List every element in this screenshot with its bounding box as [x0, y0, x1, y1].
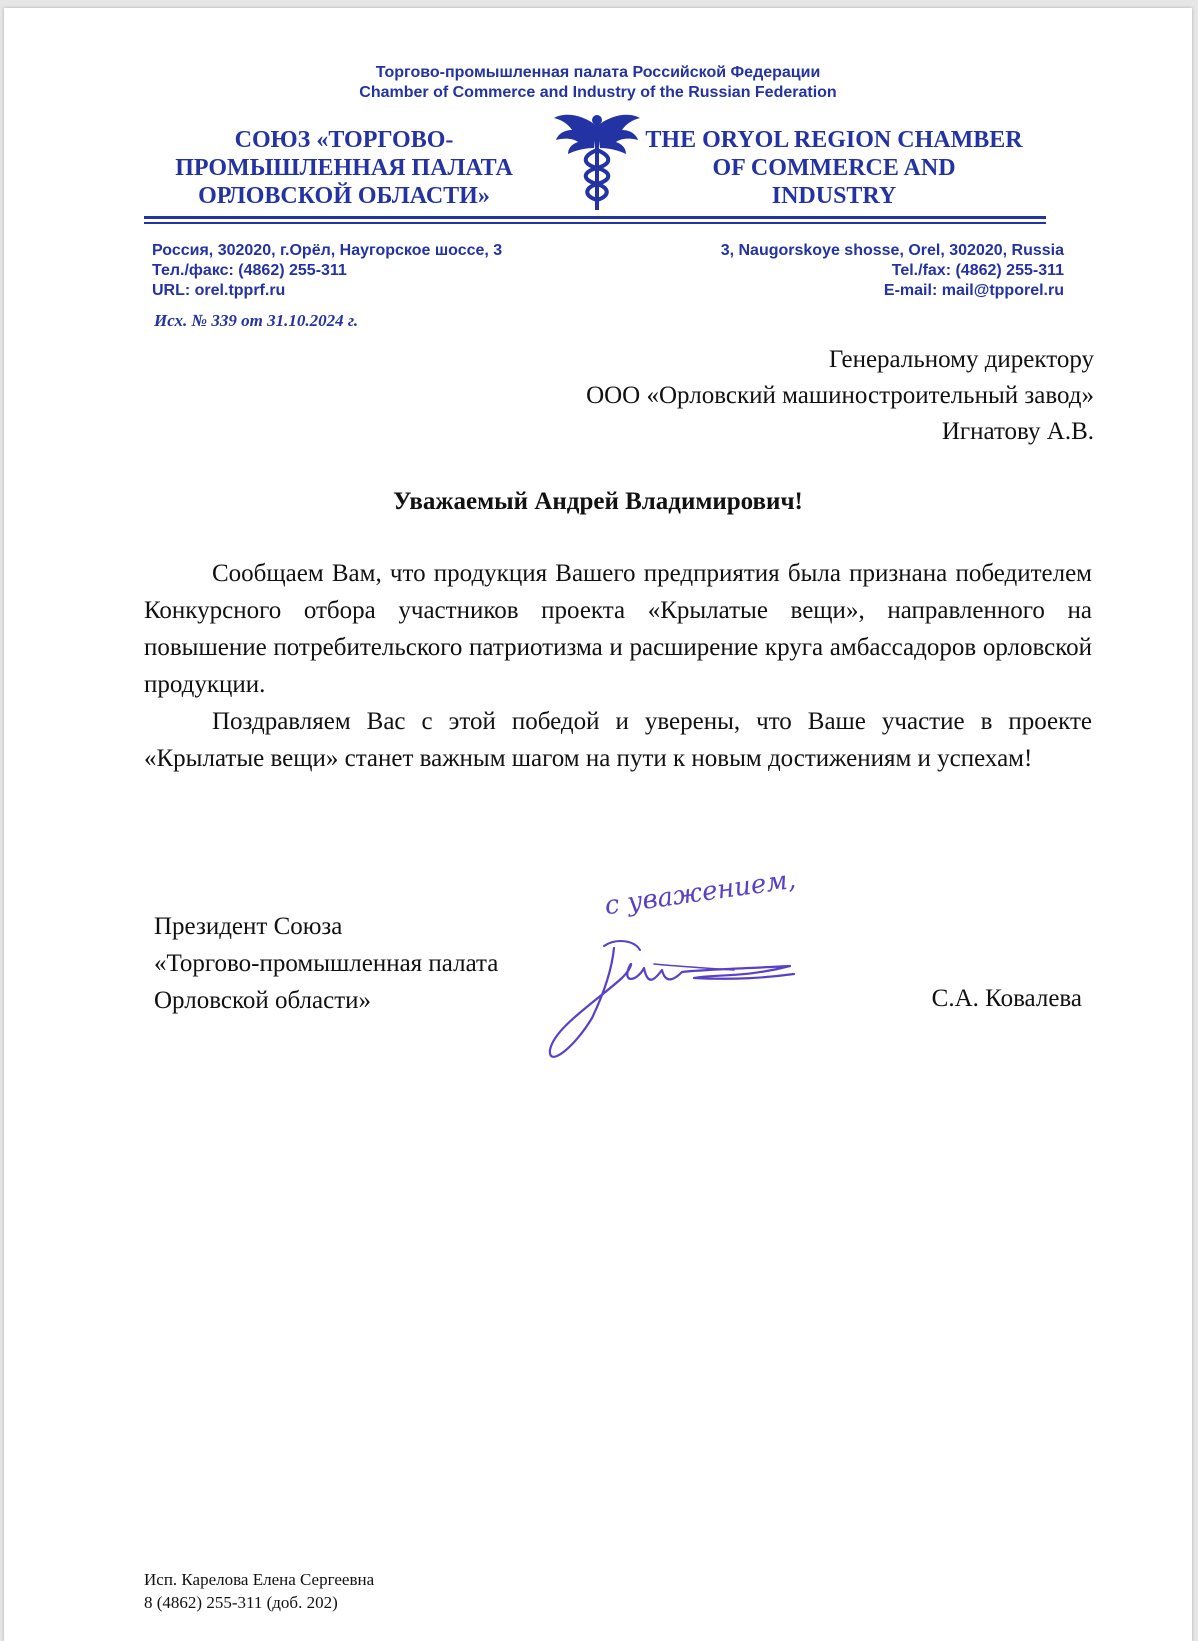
org-name-ru-line: СОЮЗ «ТОРГОВО-: [234, 127, 454, 153]
salutation: Уважаемый Андрей Владимирович!: [393, 488, 803, 515]
contacts-ru: [152, 241, 502, 301]
phone-ru: Тел./факс: (4862) 255-311: [152, 262, 347, 279]
org-name-en-line: INDUSTRY: [771, 183, 897, 209]
addressee-line2: ООО «Орловский машиностроительный завод»: [586, 382, 1094, 409]
header-rule-bottom: [144, 222, 1046, 224]
org-name-ru: [154, 126, 534, 210]
address-en: 3, Naugorskoye shosse, Orel, 302020, Russia: [720, 242, 1064, 259]
org-name-ru-line: ПРОМЫШЛЕННАЯ ПАЛАТА: [175, 155, 513, 181]
handwritten-note: с уважением,: [602, 864, 798, 922]
signature-scribble: [544, 908, 834, 1078]
org-name-ru-line: ОРЛОВСКОЙ ОБЛАСТИ»: [198, 183, 490, 209]
signer-name: С.А. Ковалева: [931, 985, 1082, 1012]
email-link[interactable]: E-mail: mail@tpporel.ru: [883, 282, 1064, 299]
executor-name: Исп. Карелова Елена Сергеевна: [144, 1570, 375, 1589]
letter-page: [4, 8, 1192, 1641]
position-line1: Президент Союза: [154, 913, 343, 940]
outgoing-ref: Исх. № 339 от 31.10.2024 г.: [154, 311, 359, 330]
caduceus-emblem-icon: [552, 108, 642, 212]
addressee-line3: Игнатову А.В.: [941, 418, 1094, 445]
url-link[interactable]: URL: orel.tpprf.ru: [152, 282, 286, 299]
org-name-en: [644, 126, 1024, 210]
org-name-en-line: OF COMMERCE AND: [712, 155, 956, 181]
executor-block: [144, 1568, 374, 1614]
position-line2: «Торгово-промышленная палата: [154, 950, 499, 977]
top-line-ru: Торгово-промышленная палата Российской Федерации: [375, 64, 821, 81]
org-name-en-line: THE ORYOL REGION CHAMBER: [645, 127, 1023, 153]
executor-phone: 8 (4862) 255-311 (доб. 202): [144, 1593, 338, 1612]
header-rule-top: [144, 216, 1046, 219]
address-ru: Россия, 302020, г.Орёл, Наугорское шоссе, 3: [152, 242, 503, 259]
addressee-line1: Генеральному директору: [828, 346, 1094, 373]
contacts-en: [624, 241, 1064, 301]
addressee-block: [586, 342, 1094, 450]
letter-body: [144, 555, 1092, 777]
position-line3: Орловской области»: [154, 987, 372, 1014]
paragraph-2: Поздравляем Вас с этой победой и уверены, что Ваше участие в проекте «Крылатые вещи» станет важным шагом на пути к новым достижениям и успехам!: [144, 708, 1092, 772]
signer-position: [154, 908, 498, 1019]
phone-en: Tel./fax: (4862) 255-311: [891, 262, 1064, 279]
top-line-en: Chamber of Commerce and Industry of the Russian Federation: [359, 84, 837, 101]
paragraph-1: Сообщаем Вам, что продукция Вашего предприятия была признана победителем Конкурсного отбора участников проекта «Крылатые вещи», направленного на повышение потребительского патриотизма и расширение круга амбассадоров орловской продукции.: [144, 560, 1092, 698]
